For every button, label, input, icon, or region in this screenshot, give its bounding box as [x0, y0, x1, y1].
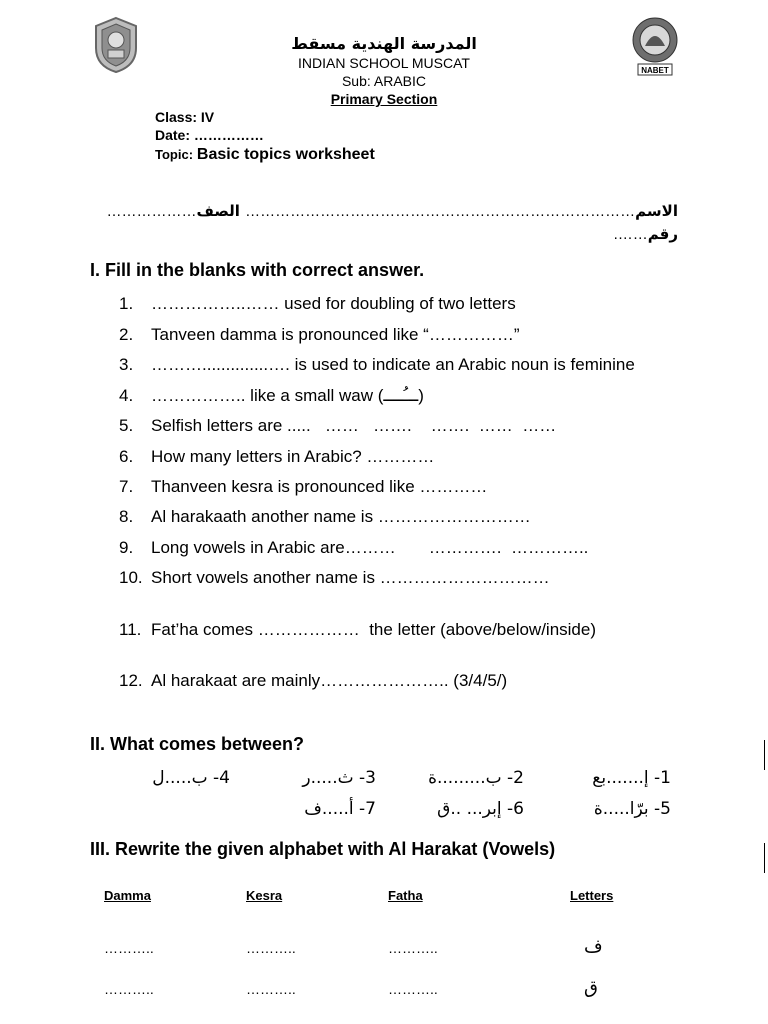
- question-9: 9. Long vowels in Arabic are……… …………. …………..: [119, 538, 589, 557]
- roll-label: رقم: [647, 225, 678, 243]
- blank-kesra-1: ………..: [246, 940, 296, 956]
- col-kesra: Kesra: [246, 888, 283, 903]
- between-item-2: 2- ب.........ة: [428, 768, 524, 788]
- name-label: الاسم: [635, 202, 678, 220]
- section-2-title: II. What comes between?: [90, 734, 305, 754]
- question-6: 6. How many letters in Arabic? …………: [119, 447, 435, 466]
- question-2: 2. Tanveen damma is pronounced like “……………”: [119, 325, 520, 344]
- question-5: 5. Selfish letters are ..... …… ……. ……. …… ……: [119, 416, 557, 435]
- letter-1: ف: [584, 936, 603, 957]
- question-1: 1. ……………..…… used for doubling of two letters: [119, 294, 516, 313]
- blank-damma-1: ………..: [104, 940, 154, 956]
- section-1-title: I. Fill in the blanks with correct answer.: [90, 260, 425, 280]
- student-name-line: [107, 202, 678, 220]
- date-label: Date: ……………: [155, 127, 264, 143]
- between-item-6: 6- إبر... ..ق: [437, 799, 524, 819]
- blank-damma-2: ………..: [104, 981, 154, 997]
- between-item-5: 5- برّا.....ة: [593, 799, 671, 819]
- subject-line: Sub: ARABIC: [341, 73, 427, 89]
- nabet-label: NABET: [641, 66, 669, 75]
- blank-kesra-2: ………..: [246, 981, 296, 997]
- question-10: 10. Short vowels another name is …………………………: [119, 568, 550, 587]
- class-label: Class: IV: [155, 109, 215, 125]
- topic-line: [155, 146, 375, 164]
- blank-fatha-1: ………..: [388, 940, 438, 956]
- between-item-1: 1- إ.......بع: [592, 768, 671, 788]
- between-item-3: 3- ث.....ر: [302, 768, 376, 788]
- page-edge-mark: [764, 843, 767, 873]
- class-label-ar: الصف: [196, 202, 240, 220]
- question-12: 12. Al harakaat are mainly………………….. (3/4/5/): [119, 671, 508, 690]
- class-blank: ………………: [106, 203, 197, 220]
- question-7: 7. Thanveen kesra is pronounced like …………: [119, 477, 488, 496]
- school-name: INDIAN SCHOOL MUSCAT: [298, 55, 470, 71]
- question-3: 3. ………..............…. is used to indicate an Arabic noun is feminine: [119, 355, 635, 374]
- col-fatha: Fatha: [388, 888, 423, 903]
- section-3-title: III. Rewrite the given alphabet with Al Harakat (Vowels): [90, 839, 556, 859]
- col-damma: Damma: [104, 888, 151, 903]
- name-blank: ……………………………………………………………………: [245, 203, 636, 220]
- topic-value: Basic topics worksheet: [196, 146, 375, 163]
- school-name-arabic: المدرسة الهندية مسقط: [291, 34, 477, 53]
- between-item-7: 7- أ.....ف: [304, 799, 376, 819]
- letter-2: ق: [584, 977, 598, 998]
- section-label: Primary Section: [330, 91, 438, 107]
- blank-fatha-2: ………..: [388, 981, 438, 997]
- page-edge-mark: [764, 740, 767, 770]
- question-8: 8. Al harakaath another name is ………………………: [119, 507, 531, 526]
- roll-blank: …….: [613, 226, 648, 243]
- col-letters: Letters: [570, 888, 614, 903]
- roll-line: [614, 225, 678, 243]
- question-4: 4. …………….. like a small waw (ـــُــــ): [119, 386, 424, 405]
- between-item-4: 4- ب.....ل: [152, 768, 230, 788]
- topic-label: Topic:: [155, 147, 194, 162]
- question-11: 11. Fat’ha comes ……………… the letter (above/below/inside): [119, 620, 597, 639]
